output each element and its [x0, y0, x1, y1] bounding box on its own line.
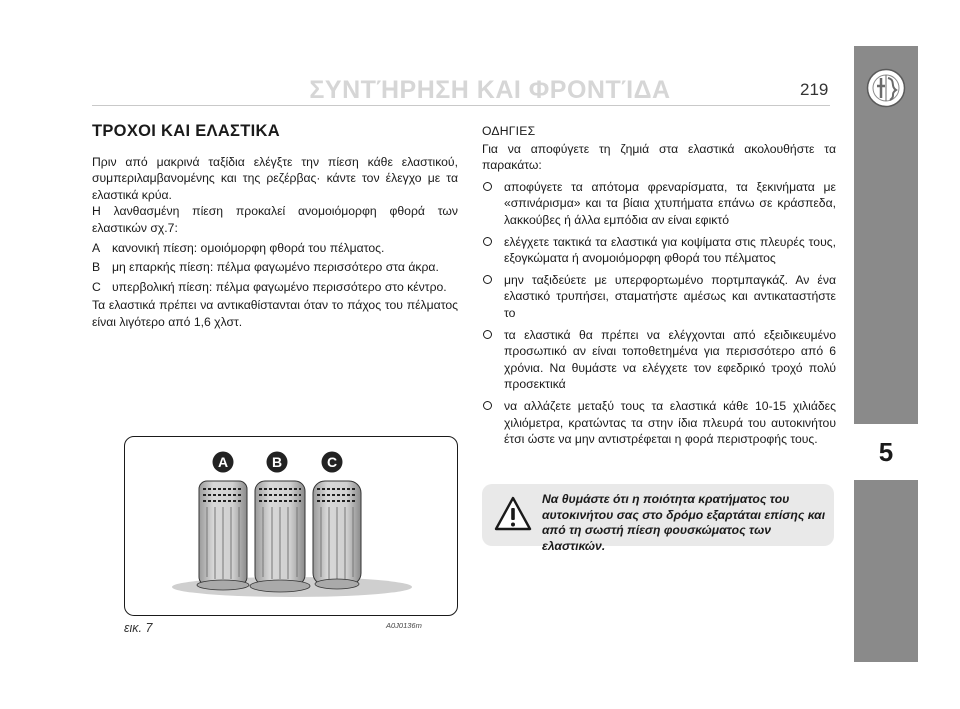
figure-code: A0J0136m — [386, 621, 422, 630]
tyre-b-icon — [250, 481, 310, 592]
bullet-circle-icon — [483, 401, 492, 410]
label-a-marker — [213, 452, 234, 473]
wear-item-b — [92, 259, 458, 276]
list-item-text: ελέγχετε τακτικά τα ελαστικά για κοψίματα στις πλευρές τους, εξογκώματα ή ανομοιόμορφη φθορά του πέλματος — [504, 234, 836, 266]
bullet-circle-icon — [483, 182, 492, 191]
chapter-sidebar — [854, 46, 918, 662]
tyre-wear-figure — [124, 436, 458, 616]
list-item — [482, 234, 836, 267]
tyre-wear-illustration — [125, 437, 459, 617]
warning-box — [482, 484, 834, 553]
section-title: ΣΥΝΤΉΡΗΣΗ ΚΑΙ ΦΡΟΝΤΊΔΑ — [309, 76, 671, 104]
list-item — [482, 272, 836, 322]
bullet-circle-icon — [483, 237, 492, 246]
section-heading: ΤΡΟΧΟΙ ΚΑΙ ΕΛΑΣΤΙΚΑ — [92, 122, 280, 140]
list-item-text: να αλλάζετε μεταξύ τους τα ελαστικά κάθε 10-15 χιλιάδες χιλιόμετρα, κρατώντας τα στην ίδια πλευρά του αυτοκινήτου έτσι ώστε να μην αντιστρέφεται η φορά περιστροφής τους. — [504, 398, 836, 447]
wear-item-c — [92, 279, 458, 296]
wear-item-text: κανονική πίεση: ομοιόμορφη φθορά του πέλματος. — [112, 240, 385, 255]
label-b: B — [271, 454, 283, 470]
list-item-text: αποφύγετε τα απότομα φρεναρίσματα, τα ξεκινήματα με «σπινάρισμα» και τα βίαια χτυπήματα επάνω σε κράσπεδα, λακκούβες ή άλλα εμπόδια αν είναι εφικτό — [504, 179, 836, 227]
bullet-circle-icon — [483, 330, 492, 339]
label-a: A — [217, 454, 229, 470]
intro-paragraph: Πριν από μακρινά ταξίδια ελέγξτε την πίεση κάθε ελαστικού, συμπεριλαμβανομένης και της ρεζέρβας· κάντε τον έλεγχο με τα ελαστικά κρύα. — [92, 154, 458, 202]
instructions-subheading: ΟΔΗΓΙΕΣ — [482, 124, 536, 138]
wear-item-key: C — [92, 279, 101, 294]
list-item — [482, 179, 836, 229]
warning-text: Να θυμάστε ότι η ποιότητα κρατήματος του αυτοκινήτου σας στο δρόμο εξαρτάται επίσης και από τη σωστή πίεση φουσκώματος των ελαστικών. — [542, 492, 826, 553]
list-item — [482, 327, 836, 393]
wear-item-a — [92, 240, 458, 257]
header-divider — [92, 105, 830, 106]
wear-item-key: B — [92, 260, 101, 275]
warning-triangle-icon — [494, 496, 532, 532]
right-column — [482, 123, 836, 448]
alfa-romeo-badge-icon — [866, 68, 906, 108]
chapter-number-tab: 5 — [854, 424, 918, 480]
list-item-text: μην ταξιδεύετε με υπερφορτωμένο πορτμπαγκάζ. Αν ένα ελαστικό τρυπήσει, σταματήστε αμέσως και αντικαταστήστε το — [504, 272, 836, 320]
tyre-c-icon — [313, 481, 361, 589]
label-b-marker — [267, 452, 288, 473]
wear-item-text: μη επαρκής πίεση: πέλμα φαγωμένο περισσότερο στα άκρα. — [112, 260, 439, 275]
page-number: 219 — [800, 80, 829, 99]
replacement-note: Τα ελαστικά πρέπει να αντικαθίστανται όταν το πάχος του πέλματος είναι λιγότερο από 1,6 χλστ. — [92, 298, 458, 329]
figure-caption: εικ. 7 — [124, 621, 153, 635]
tyre-a-icon — [197, 481, 249, 590]
instructions-intro: Για να αποφύγετε τη ζημιά στα ελαστικά ακολουθήστε τα παρακάτω: — [482, 141, 836, 173]
wear-intro-paragraph: Η λανθασμένη πίεση προκαλεί ανομοιόμορφη φθορά των ελαστικών σχ.7: — [92, 204, 458, 235]
wear-item-text: υπερβολική πίεση: πέλμα φαγωμένο περισσότερο στο κέντρο. — [112, 279, 447, 294]
label-c: C — [326, 454, 338, 470]
list-item — [482, 398, 836, 448]
bullet-circle-icon — [483, 275, 492, 284]
label-c-marker — [322, 452, 343, 473]
left-column — [92, 123, 458, 331]
list-item-text: τα ελαστικά θα πρέπει να ελέγχονται από εξειδικευμένο προσωπικό αν είναι τοποθετημένα για περισσότερο από 6 χρόνια. Να θυμάστε να ελέγχετε τον εφεδρικό τροχό πολύ προσεκτικά — [504, 327, 836, 392]
wear-item-key: A — [92, 240, 101, 255]
